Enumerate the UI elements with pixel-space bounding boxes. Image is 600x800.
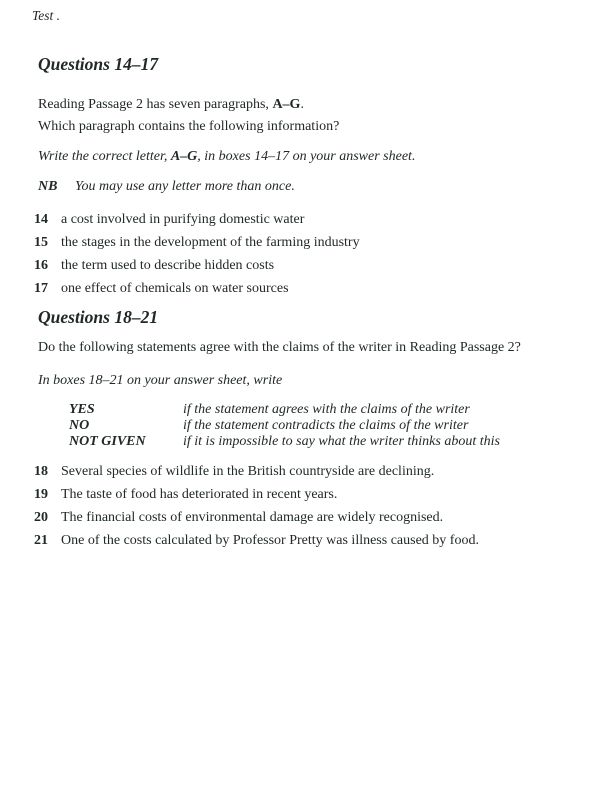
question-item (34, 211, 560, 228)
intro-text-post: . (300, 97, 304, 112)
question-number: 21 (34, 533, 48, 548)
page-header-label: Test . (32, 8, 61, 23)
question-text: a cost involved in purifying domestic water (61, 212, 305, 227)
question-number: 15 (34, 235, 48, 250)
write-letter-instruction (38, 148, 560, 165)
section-title-questions-14-17: Questions 14–17 (38, 54, 159, 74)
nb-note (38, 178, 560, 195)
passage-intro (38, 96, 560, 113)
section-title-questions-18-21: Questions 18–21 (38, 307, 159, 327)
question-item (34, 486, 560, 503)
answer-key-row (69, 418, 560, 434)
question-text: The financial costs of environmental damage are widely recognised. (61, 510, 444, 525)
section-question-prompt: Do the following statements agree with the claims of the writer in Reading Passage 2? (38, 340, 521, 355)
nb-label: NB (38, 179, 58, 194)
question-number: 20 (34, 510, 48, 525)
answer-key-row (69, 434, 560, 450)
instruction-letter-range: A–G (170, 149, 198, 164)
section-question-prompt: Which paragraph contains the following information? (38, 119, 340, 134)
question-number: 18 (34, 464, 48, 479)
question-number: 16 (34, 258, 48, 273)
answer-key-description: if the statement agrees with the claims of the writer (183, 402, 470, 417)
question-list-14-17 (34, 211, 560, 297)
question-item (34, 509, 560, 526)
question-item (34, 257, 560, 274)
in-boxes-instruction: In boxes 18–21 on your answer sheet, write (38, 373, 283, 388)
question-item (34, 532, 560, 549)
answer-key-label: NOT GIVEN (69, 434, 146, 449)
question-item (34, 234, 560, 251)
answer-key-label: NO (69, 418, 90, 433)
answer-key-description: if it is impossible to say what the writer thinks about this (183, 434, 500, 449)
question-text: One of the costs calculated by Professor Pretty was illness caused by food. (61, 533, 479, 548)
answer-key-label: YES (69, 402, 95, 417)
answer-key-row (69, 402, 560, 418)
question-item (34, 463, 560, 480)
intro-letter-range: A–G (272, 97, 301, 112)
answer-key-table (69, 402, 560, 450)
question-number: 19 (34, 487, 48, 502)
intro-text-pre: Reading Passage 2 has seven paragraphs, (38, 97, 273, 112)
question-list-18-21 (34, 463, 560, 549)
question-text: Several species of wildlife in the British countryside are declining. (61, 464, 435, 479)
question-number: 17 (34, 281, 48, 296)
question-text: the term used to describe hidden costs (61, 258, 275, 273)
question-text: one effect of chemicals on water sources (61, 281, 289, 296)
answer-key-description: if the statement contradicts the claims of the writer (183, 418, 469, 433)
question-number: 14 (34, 212, 48, 227)
question-text: the stages in the development of the farming industry (61, 235, 360, 250)
nb-text: You may use any letter more than once. (75, 179, 295, 194)
question-item (34, 280, 560, 297)
question-text: The taste of food has deteriorated in recent years. (61, 487, 338, 502)
instruction-text-post: , in boxes 14–17 on your answer sheet. (197, 149, 416, 164)
instruction-text-pre: Write the correct letter, (38, 149, 171, 164)
